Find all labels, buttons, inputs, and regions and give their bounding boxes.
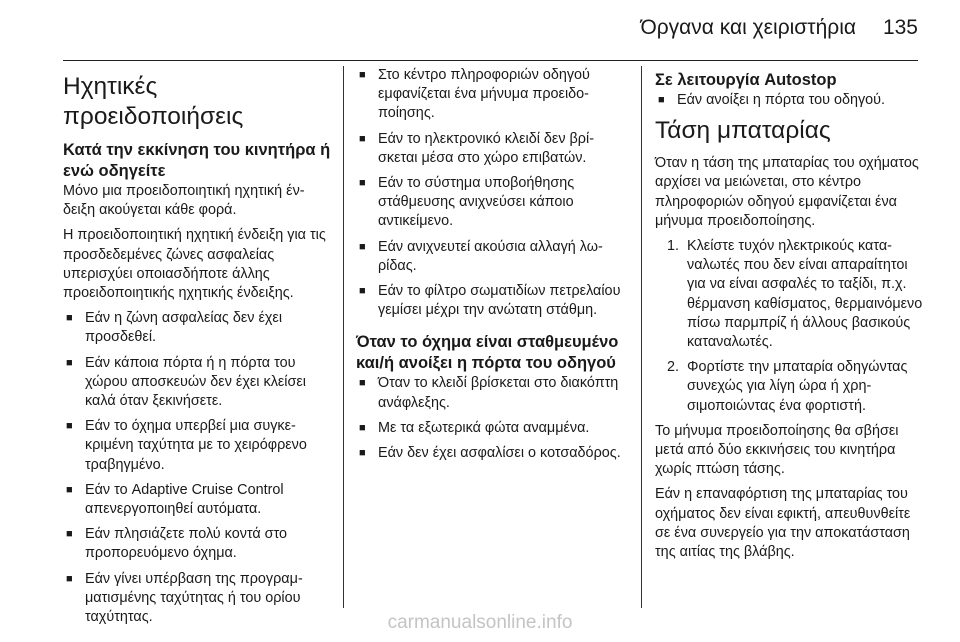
paragraph: Η προειδοποιητική ηχητική ένδειξη για τις προσδεδεμένες ζώνες ασφαλείας υπερισχύει οποιασδήποτε άλλης προειδοποιητικής ηχητικής ένδειξης. [63,227,326,302]
paragraph: Όταν η τάση της μπαταρίας του οχήματος αρχίσει να μειώνεται, στο κέντρο πληροφοριών οδηγού εμφανίζεται ένα μήνυμα προειδοποίησης. [655,155,919,229]
list-item: ■ Όταν το κλειδί βρίσκεται στο διακόπτη ανάφλεξης. [356,374,624,412]
paragraph: Το μήνυμα προειδοποίησης θα σβήσει μετά από δύο εκκινήσεις του κινητήρα χωρίς πτώση τάσης. [655,422,899,478]
list-item: ■ Στο κέντρο πληροφοριών οδηγού εμφανίζεται ένα μήνυμα προειδοποίησης. [356,66,624,124]
bullet-list [356,374,624,463]
column-1 [63,66,331,633]
bullet-list [356,66,624,320]
list-item: ■ Εάν ανοίξει η πόρτα του οδηγού. [655,91,923,110]
section-heading-audible-warnings: Ηχητικές προειδοποιήσεις [63,73,244,130]
column-divider [641,66,642,608]
list-item: ■ Εάν το Adaptive Cruise Control απενεργοποιηθεί αυτόματα. [63,481,331,519]
step-text: Φορτίστε την μπαταρία οδηγώντας συνεχώς για λίγη ώρα ή χρησιμοποιώντας ένα φορτιστή. [687,359,908,414]
column-3 [655,66,923,568]
subheading-engine-start: Κατά την εκκίνηση του κινητήρα ή ενώ οδηγείτε [63,141,331,180]
list-item: ■ Με τα εξωτερικά φώτα αναμμένα. [356,419,624,438]
bullet-list [63,309,331,627]
list-item [655,358,923,416]
list-item: ■ Εάν το φίλτρο σωματιδίων πετρελαίου γεμίσει μέχρι την ανώτατη στάθμη. [356,282,624,320]
section-heading-battery-voltage: Τάση μπαταρίας [655,117,831,145]
list-item: ■ Εάν η ζώνη ασφαλείας δεν έχει προσδεθεί. [63,309,331,347]
list-item: ■ Εάν το σύστημα υποβοήθησης στάθμευσης ανιχνεύσει κάποιο αντικείμενο. [356,174,624,232]
list-item: ■ Εάν πλησιάζετε πολύ κοντά στο προπορευόμενο όχημα. [63,525,331,563]
step-number: 2. [667,359,680,376]
column-divider [343,66,344,608]
list-item: ■ Εάν το ηλεκτρονικό κλειδί δεν βρίσκεται μέσα στο χώρο επιβατών. [356,130,624,168]
numbered-list [655,237,923,416]
bullet-list [655,91,923,110]
subheading-parked-vehicle: Όταν το όχημα είναι σταθμευμένο και/ή ανοίξει η πόρτα του οδηγού [356,333,619,373]
step-number: 1. [667,238,680,255]
step-text: Κλείστε τυχόν ηλεκτρικούς καταναλωτές που δεν είναι απαραίτητοι για να είναι ασφαλές το ταξίδι, π.χ. θέρμανση καθίσματος, θερμαινόμενο πίσω παρμπρίζ ή άλλους βασικούς καταναλωτές. [687,238,923,351]
subheading-autostop: Σε λειτουργία Autostop [655,71,837,89]
column-2 [356,66,624,469]
header-title: Όργανα και χειριστήρια [640,16,856,39]
header-rule [63,60,918,61]
list-item: ■ Εάν κάποια πόρτα ή η πόρτα του χώρου αποσκευών δεν έχει κλείσει καλά όταν ξεκινήσετε. [63,354,331,412]
list-item: ■ Εάν ανιχνευτεί ακούσια αλλαγή λωρίδας. [356,238,624,276]
paragraph: Μόνο μια προειδοποιητική ηχητική ένδειξη ακούγεται κάθε φορά. [63,183,305,219]
watermark: carmanualsonline.info [387,612,573,633]
page-number: 135 [882,16,918,39]
list-item [655,237,923,352]
list-item: ■ Εάν το όχημα υπερβεί μια συγκεκριμένη ταχύτητα με το χειρόφρενο τραβηγμένο. [63,417,331,475]
list-item: ■ Εάν δεν έχει ασφαλίσει ο κοτσαδόρος. [356,444,624,463]
paragraph: Εάν η επαναφόρτιση της μπαταρίας του οχήματος δεν είναι εφικτή, απευθυνθείτε σε ένα συνεργείο για την αποκατάσταση της αιτίας της βλάβης. [655,486,911,561]
list-item: ■ Εάν γίνει υπέρβαση της προγραμματισμένης ταχύτητας ή του ορίου ταχύτητας. [63,570,331,628]
